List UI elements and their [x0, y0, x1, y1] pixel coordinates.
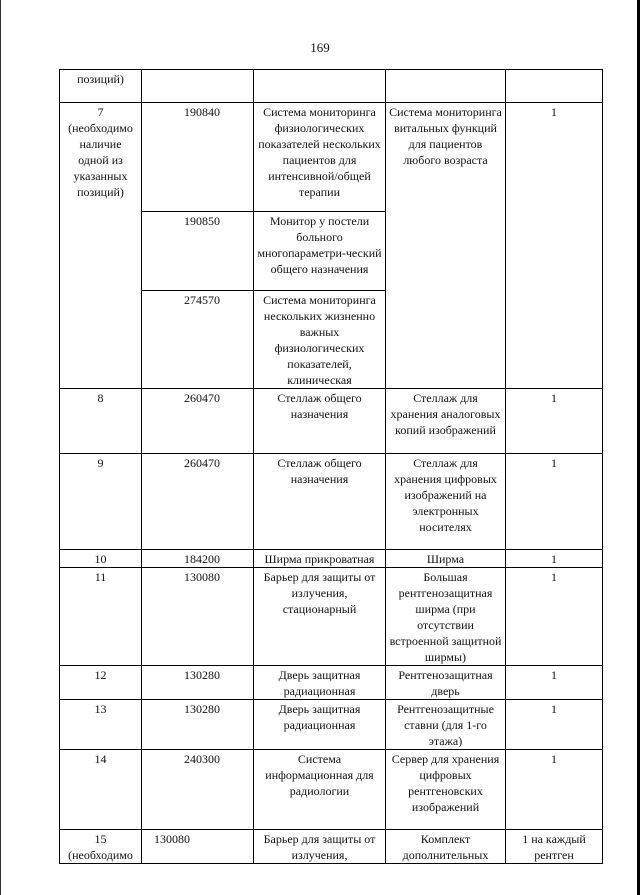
- cell-no: позиций): [60, 70, 142, 103]
- cell-code: 130080: [142, 568, 254, 666]
- cell-qty: 1: [506, 750, 603, 830]
- cell-name: Ширма прикроватная: [254, 550, 386, 568]
- cell-code: 184200: [142, 550, 254, 568]
- cell-code: 240300: [142, 750, 254, 830]
- table-row: [60, 70, 603, 103]
- table-row: [60, 550, 603, 568]
- cell-name: Монитор у постели больного многопараметри-ческий общего назначения: [254, 212, 386, 291]
- cell-type: Рентгенозащитная дверь: [386, 666, 506, 700]
- cell-name: Дверь защитная радиационная: [254, 700, 386, 750]
- cell-no: 8: [60, 389, 142, 454]
- cell-no: 10: [60, 550, 142, 568]
- table-row: [60, 830, 603, 864]
- cell-no: 13: [60, 700, 142, 750]
- cell-qty: [506, 70, 603, 103]
- cell-name: Барьер для защиты от излучения,: [254, 830, 386, 864]
- cell-code: 190850: [142, 212, 254, 291]
- cell-no: 12: [60, 666, 142, 700]
- cell-type: Стеллаж для хранения аналоговых копий изображений: [386, 389, 506, 454]
- cell-qty: 1: [506, 568, 603, 666]
- cell-code: 130080: [142, 830, 254, 864]
- cell-no: 9: [60, 454, 142, 550]
- cell-code: 130280: [142, 700, 254, 750]
- cell-code: 260470: [142, 454, 254, 550]
- cell-qty: 1: [506, 454, 603, 550]
- table-row: [60, 454, 603, 550]
- cell-name: Система информационная для радиологии: [254, 750, 386, 830]
- cell-name: [254, 70, 386, 103]
- table-row: [60, 389, 603, 454]
- table-row: [60, 666, 603, 700]
- cell-name: Система мониторинга нескольких жизненно важных физиологических показателей, клиническая: [254, 291, 386, 389]
- cell-qty: 1: [506, 666, 603, 700]
- cell-type: Ширма: [386, 550, 506, 568]
- cell-code: 130280: [142, 666, 254, 700]
- table-row: [60, 750, 603, 830]
- cell-code: [142, 70, 254, 103]
- equipment-table: [59, 69, 603, 864]
- cell-no: 14: [60, 750, 142, 830]
- cell-name: Барьер для защиты от излучения, стационарный: [254, 568, 386, 666]
- cell-name: Система мониторинга физиологических показателей нескольких пациентов для интенсивной/общей терапии: [254, 103, 386, 212]
- cell-no: 7 (необходимо наличие одной из указанных позиций): [60, 103, 142, 389]
- cell-name: Стеллаж общего назначения: [254, 454, 386, 550]
- cell-qty: 1 на каждый рентген: [506, 830, 603, 864]
- scan-edge-left: [0, 0, 1, 895]
- cell-type: Большая рентгенозащитная ширма (при отсутствии встроенной защитной ширмы): [386, 568, 506, 666]
- table-row: [60, 103, 603, 212]
- cell-qty: 1: [506, 550, 603, 568]
- cell-qty: 1: [506, 389, 603, 454]
- cell-name: Дверь защитная радиационная: [254, 666, 386, 700]
- cell-no: 15 (необходимо: [60, 830, 142, 864]
- cell-type: [386, 70, 506, 103]
- cell-type: Комплект дополнительных: [386, 830, 506, 864]
- page-number: 169: [310, 40, 330, 55]
- cell-type: Система мониторинга витальных функций для пациентов любого возраста: [386, 103, 506, 389]
- cell-type: Стеллаж для хранения цифровых изображений на электронных носителях: [386, 454, 506, 550]
- cell-qty: 1: [506, 103, 603, 389]
- cell-no: 11: [60, 568, 142, 666]
- cell-type: Рентгенозащитные ставни (для 1-го этажа): [386, 700, 506, 750]
- cell-code: 274570: [142, 291, 254, 389]
- cell-code: 190840: [142, 103, 254, 212]
- cell-name: Стеллаж общего назначения: [254, 389, 386, 454]
- table-row: [60, 700, 603, 750]
- table-row: [60, 568, 603, 666]
- cell-qty: 1: [506, 700, 603, 750]
- cell-type: Сервер для хранения цифровых рентгеновских изображений: [386, 750, 506, 830]
- cell-code: 260470: [142, 389, 254, 454]
